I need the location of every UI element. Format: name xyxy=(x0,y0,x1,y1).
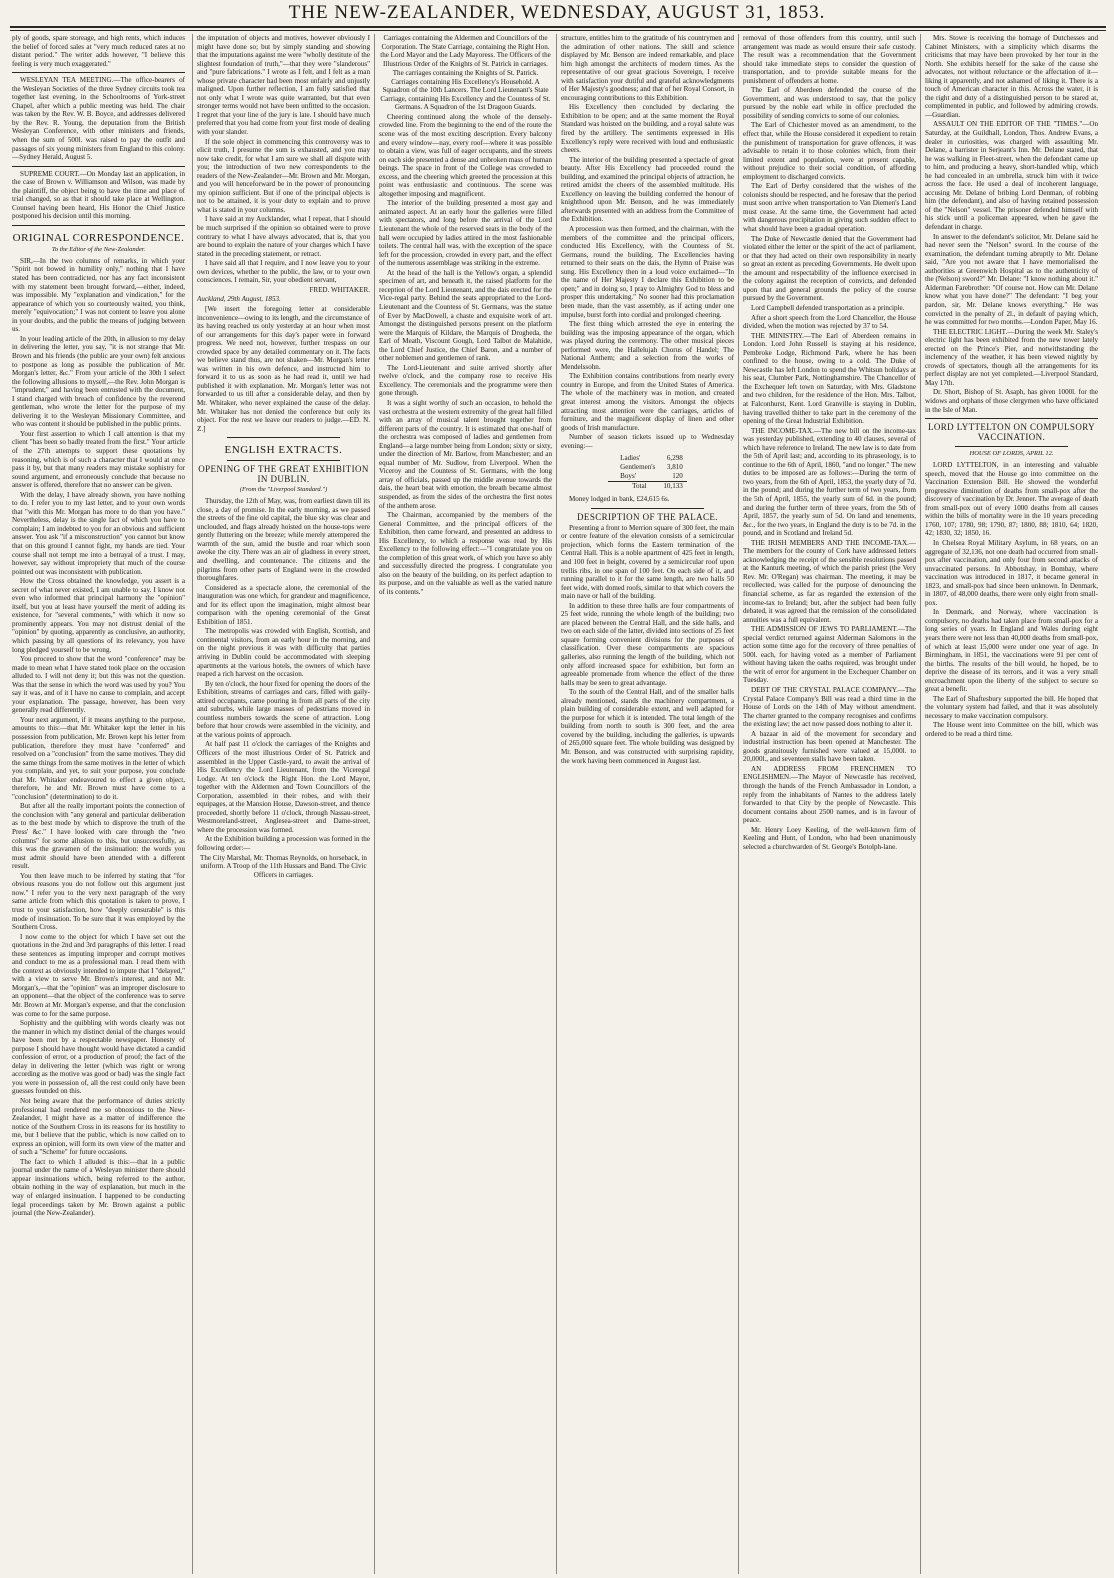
column-rule xyxy=(920,34,921,1574)
article-paragraph: The House went into Committee on the bill, which was ordered to be read a third time. xyxy=(925,721,1098,739)
letter-paragraph: Your next argument, if it means anything to the purpose, amounts to this:—that Mr. Whitaker kept the letter in his possession from publication, Mr. Brown kept his letter from publication, therefore they must have "conferred" and resolved on a "conclusion" from the same motives. They did the same things from the same motives in the letter of which you complain, and yet, to suit your purpose, you conclude that Mr. Whitaker endeavoured to effect a given object, therefore, he and Mr. Brown must have come to a "conclusion" (determination) to do it. xyxy=(12,715,185,801)
article-heading: OPENING OF THE GREAT EXHIBITION IN DUBLIN. xyxy=(198,464,369,485)
article-paragraph: ply of goods, spare storeage, and high rents, which induces the belief of forced sales at "very much reduced rates at no distant period." The writer adds however, "I believe this feeling is very much exaggerated." xyxy=(12,34,185,68)
article-paragraph: In answer to the defendant's solicitor, Mr. Delane said he had never seen the "Nelson" sword. In the course of the examination, the defendant turning abruptly to Mr. Delane said, "Are you not aware that I have memorialised the authorities at Greenwich Hospital as to the authenticity of the (Nelson) sword?" Mr. Delane: "I know nothing about it." Alderman Farebrother: "Of course not. How can Mr. Delane know what you have done?" The defendant: "I beg your pardon, sir, Mr. Delane knows everything." He was convicted in the penalty of 2l., in default of paying which, he was committed for two months.—London Paper, May 16. xyxy=(925,232,1098,327)
article-paragraph: Presenting a front to Merrion square of 300 feet, the main or centre feature of the elevation consists of a semicircular projection, which forms the Eastern termination of the Central Hall. This is a noble apartment of 425 feet in length, and 100 feet in height, covered by a semicircular roof upon trellis ribs, in one span of 100 feet. On each side of it, and running parallel to it for the same length, are two halls 50 feet wide, with domed roofs, similar to that which covers the main nave or hall of the building. xyxy=(561,523,734,601)
article-paragraph: SUPREME COURT.—On Monday last an application, in the case of Brown v. Williamson and Wilson, was made by the plaintiff, the object being to have the time and place of trial changed, so as that it should take place at Wellington. Counsel having been heard, His Honor the Chief Justice postponed his decision until this morning. xyxy=(12,169,185,221)
column-2 xyxy=(197,34,370,1574)
article-paragraph: The Exhibition contains contributions from nearly every country in Europe, and from the United States of America. The whole of the machinery was in motion, and created great interest among the visitors. Amongst the objects attracting most attention were the carriages, articles of furniture, and the magnificent display of linen and other goods of Irish manufacture. xyxy=(561,372,734,432)
article-paragraph: Mrs. Stowe is receiving the homage of Dutchesses and Cabinet Ministers, with a simplicity which disarms the criticisms that may have been provoked by her tour in the North. She exhibits herself for the sake of the cause she advocates, not without reluctance or the affectation of it—liking it apparently, and not ashamed of liking it. There is a touch of American character in this. Across the water, it is the right and duty of a distinguished person to be stared at, complimented in public, and followed by admiring crowds.—Guardian. xyxy=(925,34,1098,119)
letter-paragraph: I have said at my Aucklander, what I repeat, that I should be much surprised if the opinion so obtained were to prove contrary to what I have always advocated, that is, that you are bound to explain the nature of your charges which I have stated in the preceding statement, or retract. xyxy=(197,215,370,258)
column-rule xyxy=(738,34,739,1574)
article-paragraph: THE IRISH MEMBERS AND THE INCOME-TAX.—The members for the county of Cork have addressed letters acknowledging the receipt of the sensible resolutions passed at the Kanturk meeting, of which the parish priest (the Very Rev. Mr. O'Regan) was chairman. The meeting, it may be recollected, was called for the purpose of denouncing the financial scheme, as far as regarded the extension of the income-tax to Ireland; but, after the subject had been fully debated, it was agreed that the remission of the consolidated annuities was a full equivalent. xyxy=(743,538,916,624)
ticket-count: 6,298 xyxy=(666,454,683,463)
section-rule xyxy=(12,225,185,226)
article-paragraph: THE ELECTRIC LIGHT.—During the week Mr. Staley's electric light has been exhibited from the new tower lately erected on the Prince's Pier, and notwithstanding the inclemency of the weather, it has been viewed nightly by crowds of spectators, though all the arrangements for its perfect display are not yet completed.—Liverpool Standard, May 17th. xyxy=(925,327,1098,387)
article-paragraph: The interior of the building presented a spectacle of great beauty. After His Excellency had proceeded round the building, and examined the principal objects of attraction, he retired amidst the cheers of the assembled multitude. His Excellency on leaving the building conferred the honour of knighthood upon Mr. Benson, and he was immediately afterwards presented with an address from the Committee of the Exhibition. xyxy=(561,155,734,224)
ticket-type-label: Ladies' xyxy=(620,454,641,463)
article-paragraph: The Duke of Newcastle denied that the Government had violated either the letter or the spirit of the act of parliament, or that they had acted on their own responsibility in nearly so great an extent as preceding Governments. He dwelt upon the amount and respectability of the influence exercised in the colony against the reception of convicts, and defended upon that and general grounds the policy of the course pursued by the Government. xyxy=(743,234,916,303)
ticket-count: 120 xyxy=(672,472,683,481)
article-paragraph: The Earl of Chichester moved as an amendment, to the effect that, while the House considered it expedient to retain the punishment of transportation for grave offences, it was advisable to retain it to those colonies which, from their limited extent and population, were at present capable, without prejudice to their social condition, of affording employment to discharged convicts. xyxy=(743,121,916,181)
total-value: 10,133 xyxy=(659,482,687,492)
letter-paragraph: SIR,—In the two columns of remarks, in which your "Spirit not bowed in humility only," nothing that I have stated has been contradicted, nor has any fact inconsistent with my statement been brought forward,—either, indeed, was impossible. My "explanation and vindication," for the appearance of which you so courteously waited, you think, merely "equivocation;" I was not content to leave you alone in your doubts, and the public the means of judging between us. xyxy=(12,256,185,334)
article-paragraph: A procession was then formed, and the chairman, with the members of the committee and the principal officers, conducted His Excellency, with the Countess of St. Germans, round the building. The Excellencies having returned to their seats on the dais, the Hymn of Praise was sung. His Excellency then in a loud voice exclaimed—"In the name of Her Majesty I declare this Exhibition to be open;" and in doing so, I pray to Almighty God to bless and prosper this undertaking." No sooner had this proclamation been made, than the vast assembly, as if acting under one impulse, burst forth into cordial and prolonged cheering. xyxy=(561,225,734,319)
letter-paragraph: Not being aware that the performance of duties strictly professional had rendered me so obnoxious to the New-Zealander, I might have as a matter of indifference the notice of the Southern Cross in its reasons for its hostility to me, but I believe that the public, which is now called on to express an opinion, will form its own view of the matter and of such a "Scheme" for future occasions. xyxy=(12,1096,185,1157)
article-paragraph: Cheering continued along the whole of the densely-crowded line. From the beginning to the end of the route the scene was of the most exciting description. Every balcony and every window—nay, every roof—where it was possible to obtain a view, was full of eager occupants, and the streets on each side presented a dense and unbroken mass of human beings. The space in front of the College was crowded to excess, and the cheering which greeted the procession at this point was enthusiastic and continuous. The scene was altogether imposing and magnificent. xyxy=(379,112,552,198)
column-4 xyxy=(561,34,734,1574)
season-tickets-total-row xyxy=(608,482,687,492)
article-paragraph: THE INCOME-TAX.—The new bill on the income-tax was yesterday published, extending to 40 clauses, several of which have reference to Ireland. The new law is to date from the 5th of April last; and, according to its phraseology, is to continue to the 6th of April, 1860, "and no longer." The new duties to be imposed are as follows:—During the term of two years, from the 6th of April, 1853, the yearly duty of 7d. in the pound; and during the further term of two years, from the 5th of April, 1855, the yearly sum of 6d. in the pound; and during the further term of three years, from the 5th of April, 1857, the yearly sum of 5d. On land and tenements, &c., for the two years, in England the duty is to be 7d. in the pound, and in Scotland and Ireland 5d. xyxy=(743,426,916,538)
letter-paragraph: With the delay, I have already shown, you have nothing to do. I refer you to my last letter, and to your own words that "with this Mr. Morgan has more to do than you have." Nevertheless, delay is the single fact of which you have to complain; I am indebted to you for an obvious and sufficient answer. You ask "if a misconstruction" you cannot but know that on this ground I cannot fight, my hands are tied. Your course shall not tempt me into a betrayal of a trust. I may, however, say without impropriety that much of the course pointed out was inconsistent with publication. xyxy=(12,490,185,576)
letter-paragraph: the imputation of objects and motives, however obviously I might have done so; but by simply standing and showing that the imputations against me were "wholly destitute of the slightest foundation of truth,"—that they were "slanderous" and "pure fabrications." I wrote as I felt, and I felt as a man whose private character had been most unfairly and unjustly maligned. Upon further reflection, I am fully satisfied that not only what I wrote was quite warranted, but that even stronger terms would not have been unfitted to the occasion. I regret that your line of the jury is late. I should have much preferred that you had come from your first mode of dealing with your slander. xyxy=(197,34,370,137)
season-tickets-row xyxy=(608,472,687,482)
procession-list: Carriages containing the Aldermen and Councillors of the Corporation. The State Carriage, containing the Right Hon. the Lord Mayor and the Lady Mayoress. The Officers of the Illustrious Order of the Knights of St. Patrick in carriages. xyxy=(380,34,551,68)
article-paragraph: In Chelsea Royal Military Asylum, in 68 years, on an aggregate of 32,136, not one death had occurred from small-pox after vaccination, and only four from second attacks of unvaccinated persons. In Abbotshay, in Bombay, where vaccination was introduced in 1817, it became general in 1823, and small-pox had since been unknown. In Denmark, in 1807, of 48,000 deaths, there were only eight from small-pox. xyxy=(925,538,1098,607)
section-rule xyxy=(12,72,185,73)
season-tickets-row xyxy=(608,454,687,463)
article-paragraph: AN ADDRESS FROM FRENCHMEN TO ENGLISHMEN.—The Mayor of Newcastle has received, through the hands of the French Ambassador in London, a reply from the inhabitants of Nantes to the address lately forwarded to that City by the people of Newcastle. This document contains about 2500 names, and is in favour of peace. xyxy=(743,764,916,825)
article-paragraph: removal of those offenders from this country, until such arrangement was made as would ensure their safe custody. The result was a recommendation that the Government should take immediate steps to consider the question of transportation, and to provide suitable means for the punishment of offenders at home. xyxy=(743,34,916,85)
article-paragraph: The interior of the building presented a most gay and animated aspect. At an early hour the galleries were filled with spectators, and long before the arrival of the Lord Lieutenant the whole of the reserved seats in the body of the hall were occupied by ladies attired in the most fashionable toilets. The central hall was, with the exception of the space left for the procession, crowded in every part, and the effect of the numerous assemblage was striking in the extreme. xyxy=(379,199,552,268)
procession-list: The carriages containing the Knights of St. Patrick. Carriages containing His Excellency's Household. A Squadron of the 10th Lancers. The Lord Lieutenant's State Carriage, containing His Excellency and the Countess of St. Germans. A Squadron of the 1st Dragoon Guards. xyxy=(380,69,551,112)
article-paragraph: The Earl of Derby considered that the wishes of the colonists should be respected, and he foresaw that the period must soon arrive when transportation to Van Diemen's Land must cease. At the same time, the Government had acted with dangerous precipitation in giving such sudden effect to what should have been a gradual operation. xyxy=(743,182,916,234)
article-paragraph: Money lodged in bank, £24,615 6s. xyxy=(569,495,670,504)
article-paragraph: THE MINISTRY.—The Earl of Aberdeen remains in London. Lord John Russell is staying at his residence, Pembroke Lodge, Richmond Park, where he has been confined to the house, owing to a cold. The Duke of Newcastle has left London to spend the Whitsun holidays at his seat, Clumber Park, Nottinghamshire. The Chancellor of the Exchequer left town on Saturday, with Mrs. Gladstone and two children, for the residence of the Hon. Mrs. Talbot, at Falconhurst, Kent. Lord Granville is staying in Dublin, having travelled thither to take part in the ceremony of the opening of the Great Industrial Exhibition. xyxy=(743,331,916,426)
article-paragraph: ASSAULT ON THE EDITOR OF THE "TIMES."—On Saturday, at the Guildhall, London, Thos. Andrew Evans, a dealer in curiosities, was charged with assaulting Mr. Delane, a barrister in Serjeant's Inn. Mr. Delane stated, that he was walking in Fleet-street, when the defendant came up to him, and producing a heavy, short-handled whip, which he had concealed in an umbrella, struck him with it twice across the face. He used a deal of incoherent language, accusing Mr. Delane of bribing Lord Denman, of robbing him (the defendant), and also of having retained possession of the "Nelson" vessel. The prisoner defended himself with his stick until a policeman appeared, when he gave the defendant in charge. xyxy=(925,120,1098,232)
ticket-type-label: Gentlemen's xyxy=(620,463,656,472)
masthead: THE NEW-ZEALANDER, WEDNESDAY, AUGUST 31, 1853. xyxy=(288,2,826,23)
article-paragraph: Considered as a spectacle alone, the ceremonial of the inauguration was one which, for grandeur and magnificence, and for its effect upon the imagination, might almost bear comparison with the opening ceremonial of the Great Exhibition of 1851. xyxy=(197,583,370,626)
letter-paragraph: If the sole object in commencing this controversy was to elicit truth, I presume the sum is exhausted, and you may now take credit, for what I am sure we shall all dispute with you; the introduction of two new correspondents to the readers of the New-Zealander—Mr. Brown and Mr. Morgan, and you will henceforward be in the power of pronouncing my opinion sufficient. But if one of the principal objects is not to be attained, it is your duty to explain and to prove what is stated in your columns. xyxy=(197,137,370,214)
article-paragraph: The metropolis was crowded with English, Scottish, and continental visitors, from an early hour in the morning, and on the night previous it was with difficulty that parties arriving in Dublin could be accommodated with sleeping apartments at the various hotels, the owners of which have reaped a rich harvest on the occasion. xyxy=(197,627,370,679)
article-paragraph: DEBT OF THE CRYSTAL PALACE COMPANY.—The Crystal Palace Company's Bill was read a third time in the House of Lords on the 14th of May without amendment. The charter granted to the company recognises and confirms the existing law; the act now passed does nothing to alter it. xyxy=(743,686,916,729)
letter-paragraph: Sophistry and the quibbling with words clearly was not the manner in which my distinct denial of the charges would have been met by a respectable newspaper. Honesty of purpose I should have thought would have dictated a candid confession of error, or a production of proof; the fact of the delay in delivering the letter (which was right or wrong according as the motive was good or bad) was the single fact you were in possession of, all the rest could only have been guesses founded on this. xyxy=(12,1019,185,1096)
season-tickets-row xyxy=(608,463,687,472)
article-heading: DESCRIPTION OF THE PALACE. xyxy=(577,511,718,522)
article-paragraph: After a short speech from the Lord Chancellor, the House divided, when the motion was rejected by 37 to 54. xyxy=(743,313,916,331)
section-rule xyxy=(227,460,340,461)
ticket-type-label: Boys' xyxy=(620,472,637,481)
article-paragraph: The Chairman, accompanied by the members of the General Committee, and the principal officers of the Exhibition, then came forward, and presented an address to His Excellency, to which a response was read by His Excellency to the following effect:—"I congratulate you on the completion of this great work, of which you have so ably and successfully directed the progress. I congratulate you also on the beauty of the building, on its perfect adaption to its purpose, and on the valuable as well as the varied nature of its contents." xyxy=(379,511,552,596)
letter-paragraph: You then leave much to be inferred by stating that "for obvious reasons you do not follow out this argument just now." I refer you to the very next paragraph of the very same article from which this quotation is taken to prove, I trust to your satisfaction, how "deeply censurable" is this mode of insinuation. To be sure that it was employed by the Southern Cross. xyxy=(12,871,185,932)
article-paragraph: structure, entitles him to the gratitude of his countrymen and the admiration of other nations. The skill and science displayed by Mr. Benson are indeed remarkable, and place him high amongst the architects of modern times. As the representative of our great gracious Sovereign, I receive with satisfaction your dutiful and grateful acknowledgments of Her Majesty's goodness; and that of her Royal Consort, in encouraging contributions to this Exhibition. xyxy=(561,34,734,102)
article-paragraph: It was a sight worthy of such an occasion, to behold the vast orchestra at the western extremity of the great hall filled with an array of musical talent brought together from different parts of the country. It is estimated that one-half of the orchestra was composed of ladies and gentlemen from England—a large number being from London; sixty or sixty, under the direction of Mr. Barlow, from Manchester; and an equal number of Mr. Sudlow, from Liverpool. When the Viceroy and the Countess of St. Germans, with the long array of officials, passed up the middle avenue towards the dais, the heart beat with emotion, the breath became almost suspended, as from the sides of the orchestra the first notes of the anthem arose. xyxy=(379,398,552,510)
article-paragraph: The Lord-Lieutenant and suite arrived shortly after twelve o'clock, and the company rose to receive His Excellency. The ceremonials and the programme were then gone through. xyxy=(379,363,552,398)
masthead-rule-thin xyxy=(10,30,1106,31)
letter-paragraph: The fact to which I alluded is this:—that in a public journal under the name of a Wesleyan minister there should appear insinuations which, being referred to the author, obtain nothing in the way of explanation, but much in the way of enlarged insinuation. I happened to be conducting legal proceedings taken by Mr. Brown against a public journal (the New-Zealander). xyxy=(12,1157,185,1218)
article-paragraph: A bazaar in aid of the movement for secondary and industrial instruction has been opened at Manchester. The goods gratuitously furnished were valued at 15,000l. to 20,000l., and seventeen stalls have been taken. xyxy=(743,729,916,764)
article-paragraph: At the Exhibition building a procession was formed in the following order:— xyxy=(197,835,370,853)
letter-paragraph: Your first assertion to which I call attention is that my client "has been so badly treated from the first." Your article of the 27th attempts to support these quotations by reasoning, which is of such a character that I would at once pass it by, but that many readers may mistake sophistry for sound argument, and erroneously conclude that because no answer is offered, therefore that no answer can be given. xyxy=(12,429,185,490)
article-paragraph: LORD LYTTELTON, in an interesting and valuable speech, moved that the House go into committee on the Vaccination Extension Bill. He showed the wonderful progressive diminution of deaths from small-pox after the discovery of vaccination by Dr. Jenner. The average of death from small-pox out of every 1000 deaths from all causes within the bills of mortality were in the 10 years preceding 1760, 107; 1780, 98; 1790, 87; 1800, 88; 1810, 64; 1820, 42; 1830, 32; 1850, 16. xyxy=(925,461,1098,538)
letter-dateline: Auckland, 29th August, 1853. xyxy=(197,295,281,304)
letter-paragraph: In your leading article of the 20th, in allusion to my delay in delivering the letter, you say, "it is not strange that Mr. Brown and his friends (the public are your own) felt anxious to postpone as long as possible the publication of Mr. Morgan's letter, &c." From your article of the 30th I select the following allusions to myself,—the Rev. John Morgan is "imprudent," and having been entrusted with the document, I stand charged with breach of confidence by the reverend gentleman, who wrote the letter for the purpose of my delivering it to the Wesleyan Missionary Committee, and who was content it should be published in the public prints. xyxy=(12,334,185,429)
section-rule xyxy=(955,446,1068,447)
column-rule xyxy=(192,34,193,1574)
article-paragraph: The Earl of Shaftesbury supported the bill. He hoped that the voluntary system had failed, and that it was absolutely necessary to make vaccination compulsory. xyxy=(925,694,1098,720)
letter-paragraph: But after all the really important points the connection of the conclusion with "any general and particular deliberation as to the best mode by which to disprove the truth of the Press' &c." I have looked with care through the "two columns" for some allusion to this, but unsuccessfully, as this was the gravamen of the insinuation: the words you must admit should have been attended with a different result. xyxy=(12,802,185,871)
letter-paragraph: I now come to the object for which I have set out the quotations in the 2nd and 3rd paragraphs of this letter. I read these sentences as imputing improper and corrupt motives and conduct to me as a professional man. I read them with the context as obviously intended to impute that I "delayed," with a view to serve Mr. Brown's interest, and not Mr. Morgan's,—that the "opinion" was an improper disclosure to an opponent—that the object of the conference was to serve Mr. Brown at Mr. Morgan's expense, and that the conclusion was come to for the same purpose. xyxy=(12,932,185,1018)
article-paragraph: At the head of the hall is the Yellow's organ, a splendid specimen of art, and beneath it, the raised platform for the reception of the Lord Lieutenant, and the dais erected for the Vice-regal party. Behind the seats appropriated to the Lord-Lieutenant and the Countess of St. Germans, was the statue of Ever by MacDowell, a chaste and exquisite work of art. Amongst the distinguished persons present on the platform were the Marquis of Kildare, the Marquis of Drogheda, the Earl of Meath, Viscount Gough, Lord Talbot de Malahide, the Lord Chief Justice, the Chief Baron, and a number of other noblemen and gentlemen of rank. xyxy=(379,268,552,363)
column-3 xyxy=(379,34,552,1574)
article-paragraph: Number of season tickets issued up to Wednesday evening:— xyxy=(561,433,734,450)
article-paragraph: In Denmark, and Norway, where vaccination is compulsory, no deaths had taken place from small-pox for a long series of years. In England and Wales during eight years there were not less than 40,000 deaths from small-pox, of which at least 15,000 were under one year of age. In Birmingham, in 1851, the vaccinations were 91 per cent of the births. The results of the bill would, he hoped, be to deprive the disease of its terrors, and it was a very small encroachment upon the liberty of the subject to secure so great a benefit. xyxy=(925,608,1098,694)
ticket-count: 3,810 xyxy=(666,463,683,472)
column-6 xyxy=(925,34,1098,1574)
article-paragraph: Mr. Henry Loey Keeling, of the well-known firm of Keeling and Hunt, of London, who had been unanimously selected a churchwarden of St. George's Botolph-lane. xyxy=(743,825,916,851)
season-tickets-table xyxy=(608,454,687,491)
letter-paragraph: I have said all that I require, and I now leave you to your own devices, whether to the public, the law, or to your own consciences. I remain, Sir, your obedient servant, xyxy=(197,259,370,285)
section-heading: ORIGINAL CORRESPONDENCE. xyxy=(12,231,185,244)
total-label: Total xyxy=(608,482,659,492)
article-paragraph: Thursday, the 12th of May, was, from earliest dawn till its close, a day of promise. In the early morning, as we passed the streets of the fine old capital, the blue sky was clear and unclouded, and flags already hoisted on the house-tops were gently fluttering on the breeze; while merely attempered the warmth of the sun, amid the bustle and roar which soon awoke the city. There was an air of gladness in every street, and dwelling, and countenance. The citizens and the pilgrims from other parts of England were in the crowded thoroughfares. xyxy=(197,497,370,583)
article-paragraph: At half past 11 o'clock the carriages of the Knights and Officers of the most illustrious Order of St. Patrick and assembled in the Upper Castle-yard, to await the arrival of His Excellency the Lord Lieutenant, from the Viceregal Lodge. At ten o'clock the Right Hon. the Lord Mayor, together with the Aldermen and Town Councillors of the Corporation, assembled in their robes, and with their equipages, at the Mansion House, Dawson-street, and thence proceeded, shortly before 11 o'clock, through Nassau-street, Westmoreland-street, Anglesea-street and Dame-street, where the procession was formed. xyxy=(197,740,370,834)
article-paragraph: Dr. Short, Bishop of St. Asaph, has given 1000l. for the widows and orphans of those clergymen who have officiated in the Isle of Man. xyxy=(925,388,1098,414)
section-heading: LORD LYTTELTON ON COMPULSORY VACCINATION. xyxy=(927,422,1096,443)
letter-paragraph: You proceed to show that the word "conference" may be made to mean what I have stated took place on the occasion alluded to. I will not deny it; but this was not the question. Was that the sense in which the word was used by you? You say it was, and of it I have no cause to complain, and accept your explanation. The passage, however, has been very generally read differently. xyxy=(12,655,185,715)
column-5 xyxy=(743,34,916,1574)
masthead-rule xyxy=(10,26,1106,28)
article-paragraph: WESLEYAN TEA MEETING.—The office-bearers of the Wesleyan Societies of the three Sydney circuits took tea together last evening, in the Schoolrooms of York-street Chapel, after which a public meeting was held. The chair was taken by the Rev. W. B. Boyce, and addresses delivered by the Rev. R. Young, the deputation from the British Wesleyan Conference, with other ministers and friends, when the sum of 500l. was raised to pay the outfit and passages of six young ministers from England to this colony.—Sydney Herald, August 5. xyxy=(12,76,185,162)
section-subheading: HOUSE OF LORDS, APRIL 12. xyxy=(969,450,1054,458)
article-source: (From the "Liverpool Standard.") xyxy=(239,486,328,494)
procession-list: The City Marshal, Mr. Thomas Reynolds, on horseback, in uniform. A Troop of the 11th Hussars and Band. The Civic Officers in carriages. xyxy=(200,853,367,879)
column-1 xyxy=(12,34,185,1574)
article-paragraph: The Earl of Aberdeen defended the course of the Government, and was understood to say, that the policy pursued by the noble earl while in office precluded the possibility of sending convicts to some of our colonies. xyxy=(743,86,916,120)
article-paragraph: His Excellency then concluded by declaring the Exhibition to be open; and at the same moment the Royal Standard was hoisted on the building, and a royal salute was fired by the artillery. The sentiments expressed in His Excellency's reply were received with loud and enthusiastic cheers. xyxy=(561,103,734,155)
article-paragraph: THE ADMISSION OF JEWS TO PARLIAMENT.—The special verdict returned against Alderman Salomons in the action some time ago for the recovery of three penalties of 500l. each, for having voted as a member of Parliament without having taken the oaths required, was brought under the writ of error for argument in the Exchequer Chamber on Tuesday. xyxy=(743,625,916,685)
letter-signature: FRED. WHITAKER. xyxy=(309,285,370,294)
article-paragraph: The first thing which arrested the eye in entering the building was the imposing appearance of the organ, which was played during the ceremony. The other musical pieces performed were, the Hallelujah Chorus of Handel; The National Anthem; and a selection from the works of Mendelssohn. xyxy=(561,320,734,371)
article-paragraph: To the south of the Central Hall, and of the smaller halls already mentioned, stands the machinery compartment, a plain building of considerable extent, and well adapted for the purpose for which it is intended. The total length of the building from north to south is 300 feet, and the area covered by the building, including the galleries, is upwards of 265,000 square feet. The whole building was designed by Mr. Benson, and was constructed with surprising rapidity, the work having been commenced in August last. xyxy=(561,688,734,765)
section-rule xyxy=(227,437,340,438)
section-rule xyxy=(12,166,185,167)
editor-note: [We insert the foregoing letter at considerable inconvenience—owing to its length, and the circumstance of its having reached us only yesterday at an hour when most of our arrangements for this day's paper were in forward progress. We need not, however, further trespass on our crowded space by any detailed commentary on it. The facts we believe stand thus, are not shaken—Mr. Morgan's letter was written in his own defence, and instructed him to forward it to us as soon as he had read it, until we had published it with explanation. Mr. Morgan's letter was not forwarded to us till after a considerable delay, and then by Mr. Whitaker, who never explained the cause of the delay. Mr. Whitaker has not denied the conference but only its object. For the rest we leave our readers to judge.—ED. N. Z.] xyxy=(197,304,370,433)
article-paragraph: By ten o'clock, the hour fixed for opening the doors of the Exhibition, streams of carriages and cars, filled with gaily-attired occupants, came pouring in from all parts of the city and suburbs, while large masses of pedestrians moved in countless numbers towards the scene of attraction. Long before that hour crowds were assembled in the vicinity, and at the various points of approach. xyxy=(197,679,370,739)
section-rule xyxy=(591,508,704,509)
section-heading: ENGLISH EXTRACTS. xyxy=(224,444,343,457)
letter-paragraph: How the Cross obtained the knowledge, you assert is a secret of what never existed, I am unable to say. I know not even who informed that principal harmony the "opinion" itself, but you at least have yourself the merit of adding its existence, for "several comments," with which it now so prominently appears. You may not distrust denial of the "opinion" by quoting, apparently as conclusive, an authority, which passing by all questions of its relevancy, you have long pledged yourself to be wrong. xyxy=(12,577,185,654)
article-paragraph: Lord Campbell defended transportation as a principle. xyxy=(751,303,905,312)
section-subheading: To the Editor of the New-Zealander. xyxy=(51,245,146,253)
article-paragraph: In addition to these three halls are four compartments of 25 feet wide, running the whole length of the building; two are placed between the Central Hall, and the side halls, and two on each side of the latter, divided into sections of 25 feet square forming convenient divisions for the purposes of classification. Over these compartments are spacious galleries, also running the length of the building, which not only afford increased space for exhibition, but form an agreeable promenade from whence the effect of the three halls may be seen to great advantage. xyxy=(561,601,734,687)
section-rule xyxy=(925,418,1098,419)
column-rule xyxy=(556,34,557,1574)
column-rule xyxy=(374,34,375,1574)
